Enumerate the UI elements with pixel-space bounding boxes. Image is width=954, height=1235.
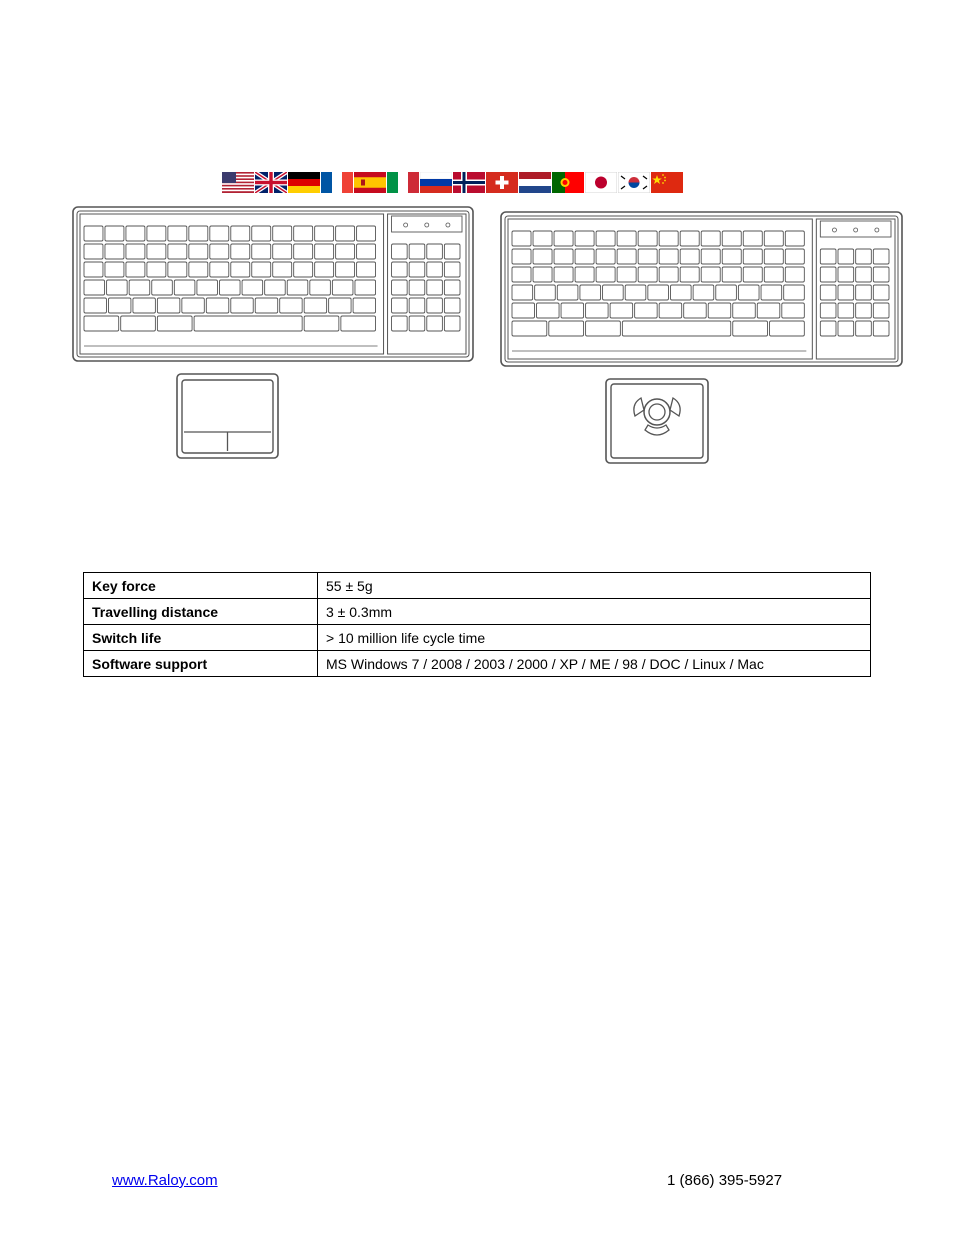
spec-value: 3 ± 0.3mm xyxy=(318,599,871,625)
flag-uk-icon xyxy=(255,172,287,193)
specifications-table xyxy=(83,572,871,677)
flag-germany-icon xyxy=(288,172,320,193)
spec-label: Switch life xyxy=(84,625,318,651)
spec-value: MS Windows 7 / 2008 / 2003 / 2000 / XP / ME / 98 / DOC / Linux / Mac xyxy=(318,651,871,677)
flag-france-icon xyxy=(321,172,353,193)
flag-portugal-icon xyxy=(552,172,584,193)
spec-value: 55 ± 5g xyxy=(318,573,871,599)
flag-spain-icon xyxy=(354,172,386,193)
spec-label: Key force xyxy=(84,573,318,599)
spec-value: > 10 million life cycle time xyxy=(318,625,871,651)
language-flags xyxy=(222,172,683,193)
keyboard-right-icon xyxy=(500,211,903,367)
flag-italy-icon xyxy=(387,172,419,193)
spec-label: Travelling distance xyxy=(84,599,318,625)
flag-korea-icon xyxy=(618,172,650,193)
flag-russia-icon xyxy=(420,172,452,193)
touchpad-icon xyxy=(176,373,279,459)
trackball-drawing xyxy=(605,378,709,464)
flag-netherlands-icon xyxy=(519,172,551,193)
spec-label: Software support xyxy=(84,651,318,677)
table-row xyxy=(84,625,871,651)
keyboard-drawing-left xyxy=(72,206,474,362)
phone-number: 1 (866) 395-5927 xyxy=(667,1172,783,1189)
keyboard-left-icon xyxy=(72,206,474,362)
touchpad-drawing xyxy=(176,373,279,459)
flag-norway-icon xyxy=(453,172,485,193)
trackball-icon xyxy=(605,378,709,464)
flag-japan-icon xyxy=(585,172,617,193)
keyboard-drawing-right xyxy=(500,211,903,367)
website-link[interactable]: www.Raloy.com xyxy=(112,1172,218,1189)
flag-usa-icon xyxy=(222,172,254,193)
table-row xyxy=(84,573,871,599)
flag-switzerland-icon xyxy=(486,172,518,193)
table-row xyxy=(84,651,871,677)
flag-china-icon xyxy=(651,172,683,193)
table-row xyxy=(84,599,871,625)
